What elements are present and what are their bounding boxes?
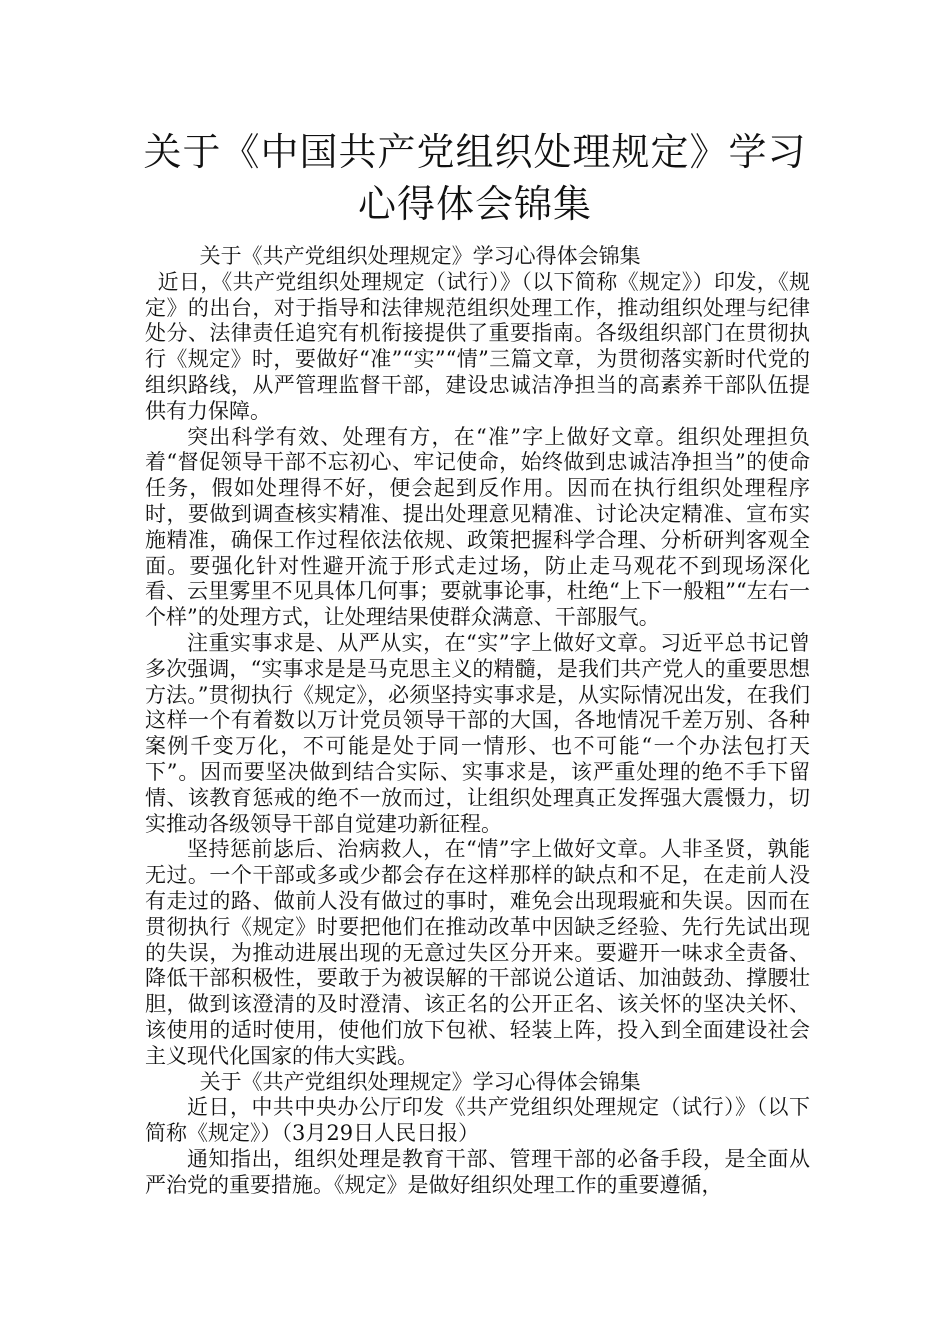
paragraph: 突出科学有效、处理有方，在“准”字上做好文章。组织处理担负着“督促领导干部不忘初心、牢记使命，始终做到忠诚洁净担当”的使命任务，假如处理得不好，便会起到反作用。因而在执行组织处理程序时，要做到调查核实精准、提出处理意见精准、讨论决定精准、宣布实施精准，确保工作过程依法依规、政策把握科学合理、分析研判客观全面。要强化针对性避开流于形式走过场，防止走马观花不到现场深化看、云里雾里不见具体几何事；要就事论事，杜绝“上下一般粗”“左右一个样”的处理方式，让处理结果使群众满意、干部服气。 xyxy=(145,424,810,630)
paragraph: 坚持惩前毖后、治病救人，在“情”字上做好文章。人非圣贤，孰能无过。一个干部或多或少都会存在这样那样的缺点和不足，在走前人没有走过的路、做前人没有做过的事时，难免会出现瑕疵和失误。因而在贯彻执行《规定》时要把他们在推动改革中因缺乏经验、先行先试出现的失误，为推动进展出现的无意过失区分开来。要避开一味求全责备、降低干部积极性，要敢于为被误解的干部说公道话、加油鼓劲、撑腰壮胆，做到该澄清的及时澄清、该正名的公开正名、该关怀的坚决关怀、该使用的适时使用，使他们放下包袱、轻装上阵，投入到全面建设社会主义现代化国家的伟大实践。 xyxy=(145,837,810,1068)
paragraph: 近日，中共中央办公厅印发《共产党组织处理规定（试行）》（以下简称《规定》）（3月29日人民日报） xyxy=(145,1095,810,1146)
paragraph: 近日，《共产党组织处理规定（试行）》（以下简称《规定》）印发，《规定》的出台，对于指导和法律规范组织处理工作，推动组织处理与纪律处分、法律责任追究有机衔接提供了重要指南。各级组织部门在贯彻执行《规定》时，要做好“准”“实”“情”三篇文章，为贯彻落实新时代党的组织路线，从严管理监督干部，建设忠诚洁净担当的高素养干部队伍提供有力保障。 xyxy=(145,269,810,423)
document-body xyxy=(145,244,810,1198)
section-subheading: 关于《共产党组织处理规定》学习心得体会锦集 xyxy=(199,1069,641,1094)
paragraph: 注重实事求是、从严从实，在“实”字上做好文章。习近平总书记曾多次强调，“实事求是是马克思主义的精髓，是我们共产党人的重要思想方法。”贯彻执行《规定》，必须坚持实事求是，从实际情况出发，在我们这样一个有着数以万计党员领导干部的大国，各地情况千差万别、各种案例千变万化，不可能是处于同一情形、也不可能“一个办法包打天下”。因而要坚决做到结合实际、实事求是，该严重处理的绝不手下留情、该教育惩戒的绝不一放而过，让组织处理真正发挥强大震慑力，切实推动各级领导干部自觉建功新征程。 xyxy=(145,630,810,836)
paragraph: 通知指出，组织处理是教育干部、管理干部的必备手段，是全面从严治党的重要措施。《规定》是做好组织处理工作的重要遵循， xyxy=(145,1146,810,1197)
document-title: 关于《中国共产党组织处理规定》学习心得体会锦集 xyxy=(143,130,807,226)
section-subheading: 关于《共产党组织处理规定》学习心得体会锦集 xyxy=(199,244,641,268)
